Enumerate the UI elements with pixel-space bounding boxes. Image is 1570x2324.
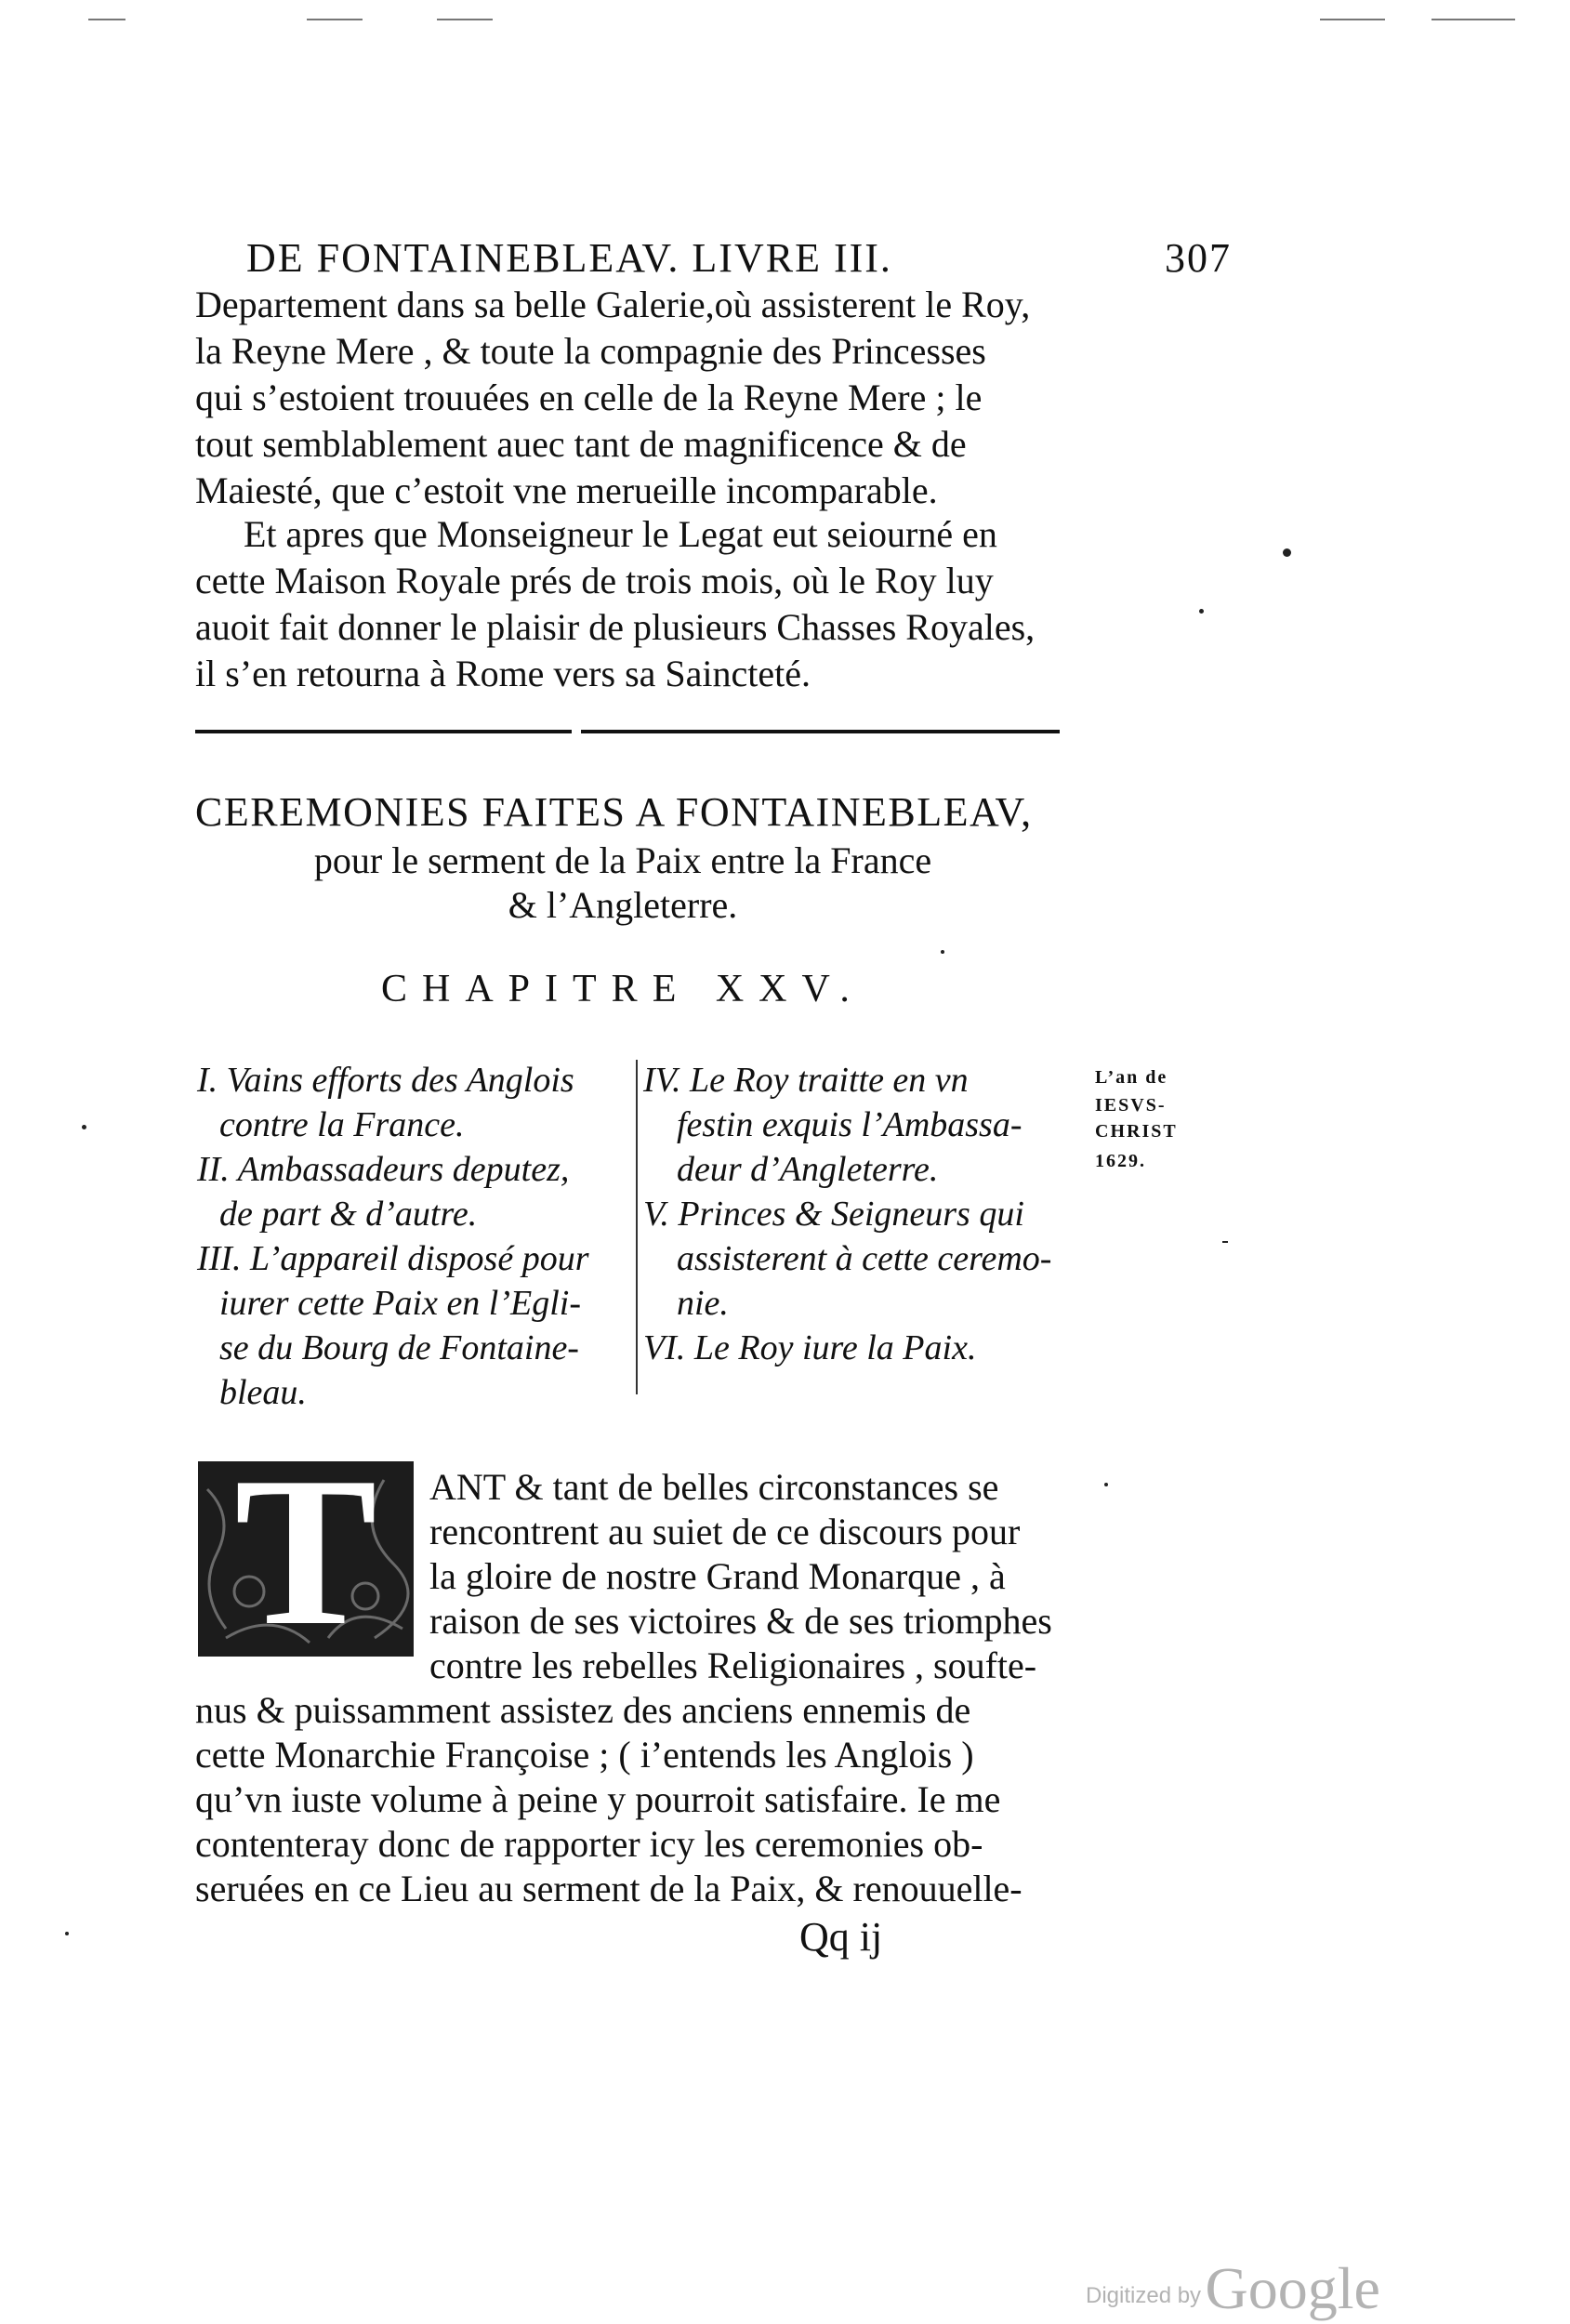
section-subtitle: & l’Angleterre. bbox=[508, 884, 738, 926]
summary-item: contre la France. bbox=[219, 1105, 465, 1144]
signature-mark: Qq ij bbox=[799, 1914, 883, 1960]
margin-note: L’an de bbox=[1095, 1067, 1168, 1088]
summary-item: deur d’Angleterre. bbox=[677, 1150, 939, 1189]
margin-note: IESVS- bbox=[1095, 1095, 1167, 1116]
ink-speck bbox=[941, 950, 944, 954]
column-divider bbox=[636, 1060, 638, 1394]
text-line: qu’vn iuste volume à peine y pourroit satisfaire. Ie me bbox=[195, 1778, 1001, 1820]
body-line: Departement dans sa belle Galerie,où assisterent le Roy, bbox=[195, 284, 1031, 325]
ink-speck bbox=[1222, 1241, 1228, 1243]
ink-speck bbox=[1283, 548, 1291, 557]
ink-speck bbox=[1199, 609, 1204, 614]
margin-note: 1629. bbox=[1095, 1151, 1146, 1171]
body-line: Maiesté, que c’estoit vne merueille incomparable. bbox=[195, 469, 938, 511]
summary-item: nie. bbox=[677, 1284, 729, 1323]
summary-item: IV. Le Roy traitte en vn bbox=[643, 1061, 969, 1100]
summary-item: bleau. bbox=[219, 1373, 307, 1412]
section-divider bbox=[195, 730, 572, 733]
section-subtitle: pour le serment de la Paix entre la France bbox=[313, 839, 932, 881]
watermark-prefix: Digitized by bbox=[1086, 2283, 1202, 2308]
text-line: rencontrent au suiet de ce discours pour bbox=[429, 1511, 1021, 1552]
summary-item: assisterent à cette ceremo- bbox=[677, 1239, 1052, 1278]
text-line: cette Monarchie Françoise ; ( i’entends les Anglois ) bbox=[195, 1734, 974, 1776]
summary-item: III. L’appareil disposé pour bbox=[197, 1239, 589, 1278]
summary-item: iurer cette Paix en l’Egli- bbox=[219, 1284, 581, 1323]
body-line: la Reyne Mere , & toute la compagnie des Princesses bbox=[195, 330, 986, 372]
text-line: contenteray donc de rapporter icy les ceremonies ob- bbox=[195, 1823, 983, 1865]
ink-speck bbox=[82, 1125, 86, 1129]
page-number: 307 bbox=[1165, 235, 1232, 281]
print-mark bbox=[307, 19, 363, 20]
summary-item: I. Vains efforts des Anglois bbox=[197, 1061, 574, 1100]
google-logo: Google bbox=[1205, 2255, 1380, 2321]
text-line: seruées en ce Lieu au serment de la Paix, & renouuelle- bbox=[195, 1868, 1022, 1909]
chapter-heading: CHAPITRE XXV. bbox=[381, 968, 864, 1010]
body-line: il s’en retourna à Rome vers sa Saincteté. bbox=[195, 653, 811, 694]
print-mark bbox=[88, 19, 125, 20]
text-line: contre les rebelles Religionaires , soufte- bbox=[429, 1644, 1037, 1686]
body-line: tout semblablement auec tant de magnificence & de bbox=[195, 423, 967, 465]
body-line: auoit fait donner le plaisir de plusieurs Chasses Royales, bbox=[195, 606, 1036, 648]
text-line: ANT & tant de belles circonstances se bbox=[429, 1466, 999, 1508]
running-header bbox=[246, 234, 1232, 286]
print-mark bbox=[1320, 19, 1385, 20]
body-line: qui s’estoient trouuées en celle de la Reyne Mere ; le bbox=[195, 376, 983, 418]
drop-cap-ornament bbox=[198, 1461, 414, 1657]
summary-item: se du Bourg de Fontaine- bbox=[219, 1328, 579, 1367]
ink-speck bbox=[1104, 1483, 1108, 1486]
ink-speck bbox=[65, 1932, 69, 1935]
section-title: CEREMONIES FAITES A FONTAINEBLEAV, bbox=[195, 789, 1033, 835]
body-line: cette Maison Royale prés de trois mois, où le Roy luy bbox=[195, 560, 994, 601]
summary-item: V. Princes & Seigneurs qui bbox=[643, 1195, 1024, 1234]
print-mark bbox=[1431, 19, 1515, 20]
margin-note: CHRIST bbox=[1095, 1121, 1178, 1142]
text-line: nus & puissamment assistez des anciens ennemis de bbox=[195, 1689, 971, 1731]
summary-item: II. Ambassadeurs deputez, bbox=[197, 1150, 570, 1189]
text-line: raison de ses victoires & de ses triomphes bbox=[429, 1600, 1052, 1642]
text-line: la gloire de nostre Grand Monarque , à bbox=[429, 1555, 1006, 1597]
drop-cap-letter: T bbox=[234, 1461, 377, 1657]
summary-item: de part & d’autre. bbox=[219, 1195, 478, 1234]
section-divider bbox=[581, 730, 1060, 733]
summary-item: VI. Le Roy iure la Paix. bbox=[643, 1328, 977, 1367]
print-mark bbox=[437, 19, 493, 20]
digitized-watermark bbox=[1086, 2254, 1380, 2323]
running-title: DE FONTAINEBLEAV. LIVRE III. bbox=[246, 235, 892, 281]
body-line: Et apres que Monseigneur le Legat eut seiourné en bbox=[244, 513, 997, 555]
summary-item: festin exquis l’Ambassa- bbox=[677, 1105, 1022, 1144]
